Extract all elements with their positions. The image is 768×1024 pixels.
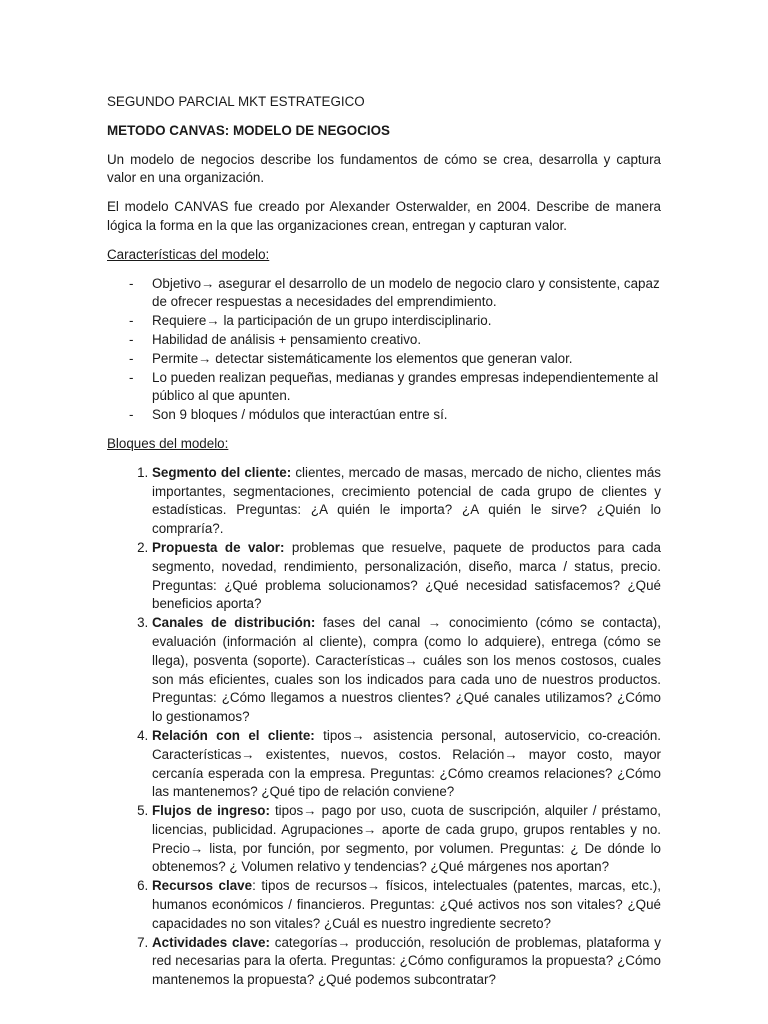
block-title: Recursos clave bbox=[152, 878, 253, 894]
document-body bbox=[107, 93, 661, 990]
characteristics-list bbox=[107, 275, 661, 425]
block-item-propuesta bbox=[152, 539, 661, 614]
block-title: Propuesta de valor: bbox=[152, 539, 285, 555]
block-title: Flujos de ingreso: bbox=[152, 803, 270, 819]
block-text: fases del canal → conocimiento (cómo se contacta), evaluación (información al cliente), compra (como lo adquiere), entrega (cómo se llega), posventa (soporte). Características→ cuáles son los menos costosos, cuales son más eficientes, cuales son los indicados para cada uno de nuestros productos. Preguntas: ¿Cómo llegamos a nuestros clientes? ¿Qué canales utilizamos? ¿Cómo lo gestionamos? bbox=[152, 615, 661, 725]
block-text: tipos→ asistencia personal, autoservicio, co-creación. Características→ existentes, nuevos, costos. Relación→ mayor costo, mayor cercanía esperada con la empresa. Preguntas: ¿Cómo creamos relaciones? ¿Cómo las mantenemos? ¿Qué tipo de relación conviene? bbox=[152, 727, 661, 800]
block-title: Canales de distribución: bbox=[152, 615, 316, 631]
block-item-recursos bbox=[152, 877, 661, 933]
block-title: Segmento del cliente: bbox=[152, 464, 292, 480]
intro-paragraph-2: El modelo CANVAS fue creado por Alexander Osterwalder, en 2004. Describe de manera lógica la forma en la que las organizaciones crean, entregan y capturan valor. bbox=[107, 199, 661, 233]
intro-paragraph-1: Un modelo de negocios describe los fundamentos de cómo se crea, desarrolla y captura valor en una organización. bbox=[107, 151, 661, 186]
doc-header: SEGUNDO PARCIAL MKT ESTRATEGICO bbox=[107, 94, 365, 109]
block-text: categorías→ producción, resolución de problemas, plataforma y red necesarias para la oferta. Preguntas: ¿Cómo configuramos la propuesta? ¿Cómo mantenemos la propuesta? ¿Qué podemos subcontratar? bbox=[152, 934, 661, 988]
block-text: : tipos de recursos→ físicos, intelectuales (patentes, marcas, etc.), humanos económicos / financieros. Preguntas: ¿Qué activos nos son vitales? ¿Qué capacidades no son vitales? ¿Cuál es nuestro ingrediente secreto? bbox=[152, 878, 661, 931]
block-title: Relación con el cliente: bbox=[152, 727, 315, 743]
list-item: - Habilidad de análisis + pensamiento creativo. bbox=[107, 331, 661, 350]
list-item: - Requiere→ la participación de un grupo interdisciplinario. bbox=[107, 312, 661, 331]
block-item-relacion bbox=[152, 727, 661, 802]
blocks-list bbox=[107, 464, 661, 990]
block-item-actividades bbox=[152, 934, 661, 990]
block-text: problemas que resuelve, paquete de productos para cada segmento, novedad, rendimiento, personalización, diseño, marca / status, precio. Preguntas: ¿Qué problema solucionamos? ¿Qué necesidad satisfacemos? ¿Qué beneficios aporta? bbox=[152, 539, 662, 612]
block-text: tipos→ pago por uso, cuota de suscripción, alquiler / préstamo, licencias, publicidad. Agrupaciones→ aporte de cada grupo, grupos rentables y no. Precio→ lista, por función, por segmento, por volumen. Preguntas: ¿ De dónde lo obtenemos? ¿ Volumen relativo y tendencias? ¿Qué márgenes nos aportan? bbox=[152, 803, 661, 875]
block-text: clientes, mercado de masas, mercado de nicho, clientes más importantes, segmentaciones, crecimiento potencial de cada grupo de clientes y estadísticas. Preguntas: ¿A quién le importa? ¿A quién le sirve? ¿Quién lo compraría?. bbox=[152, 464, 661, 537]
characteristics-heading: Características del modelo: bbox=[107, 246, 270, 262]
block-title: Actividades clave: bbox=[152, 934, 270, 950]
block-item-segmento bbox=[152, 464, 661, 539]
list-item: - Son 9 bloques / módulos que interactúan entre sí. bbox=[107, 406, 661, 425]
list-item: - Objetivo→ asegurar el desarrollo de un modelo de negocio claro y consistente, capaz de ofrecer respuestas a necesidades del emprendimiento. bbox=[107, 275, 661, 313]
block-item-canales bbox=[152, 614, 661, 727]
list-item: - Lo pueden realizan pequeñas, medianas y grandes empresas independientemente al público al que apunten. bbox=[107, 369, 661, 407]
list-item: - Permite→ detectar sistemáticamente los elementos que generan valor. bbox=[107, 350, 661, 369]
block-item-flujos bbox=[152, 802, 661, 877]
doc-title: METODO CANVAS: MODELO DE NEGOCIOS bbox=[107, 122, 390, 138]
blocks-heading: Bloques del modelo: bbox=[107, 435, 229, 451]
